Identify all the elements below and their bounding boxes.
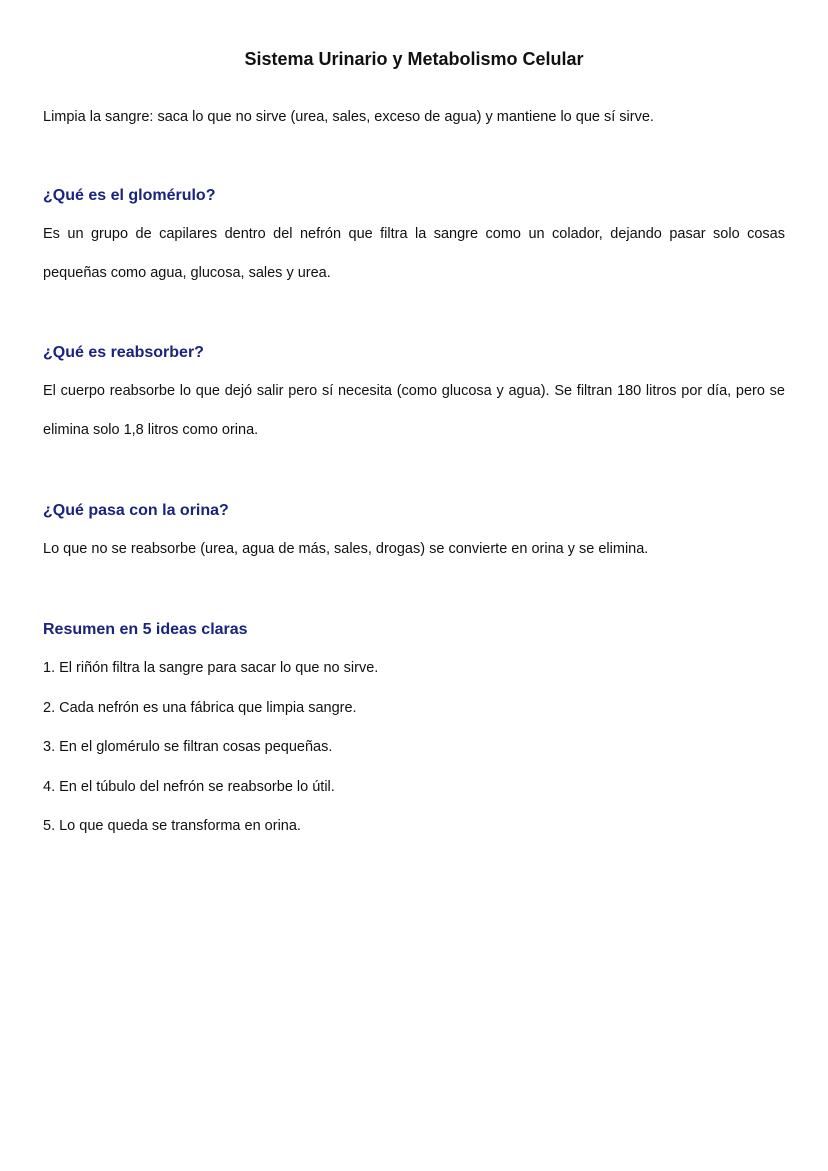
section-text: Es un grupo de capilares dentro del nefrón que filtra la sangre como un colador, dejando pasar solo cosas pequeñas como agua, glucosa, sales y urea. [43,226,785,281]
section-heading: ¿Qué es reabsorber? [43,344,204,361]
section-heading: ¿Qué es el glomérulo? [43,187,216,204]
section-text: Lo que no se reabsorbe (urea, agua de más, sales, drogas) se convierte en orina y se elimina. [43,541,649,557]
list-item: 3. En el glomérulo se filtran cosas pequeñas. [43,739,333,755]
list-item: 4. En el túbulo del nefrón se reabsorbe lo útil. [43,778,335,795]
list-item: 2. Cada nefrón es una fábrica que limpia sangre. [43,699,357,716]
summary-list [43,649,785,847]
section-text: El cuerpo reabsorbe lo que dejó salir pero sí necesita (como glucosa y agua). Se filtran 180 litros por día, pero se elimina solo 1,8 litros como orina. [43,383,785,438]
section-orina [43,500,785,569]
intro-paragraph: Limpia la sangre: saca lo que no sirve (urea, sales, exceso de agua) y mantiene lo que sí sirve. [43,109,654,125]
section-summary [43,619,785,847]
summary-heading: Resumen en 5 ideas claras [43,621,248,638]
list-item: 5. Lo que queda se transforma en orina. [43,818,301,834]
list-item: 1. El riñón filtra la sangre para sacar lo que no sirve. [43,660,379,676]
document-title: Sistema Urinario y Metabolismo Celular [244,49,584,69]
section-heading: ¿Qué pasa con la orina? [43,502,229,519]
section-reabsorber [43,342,785,450]
section-glomerulo [43,185,785,293]
